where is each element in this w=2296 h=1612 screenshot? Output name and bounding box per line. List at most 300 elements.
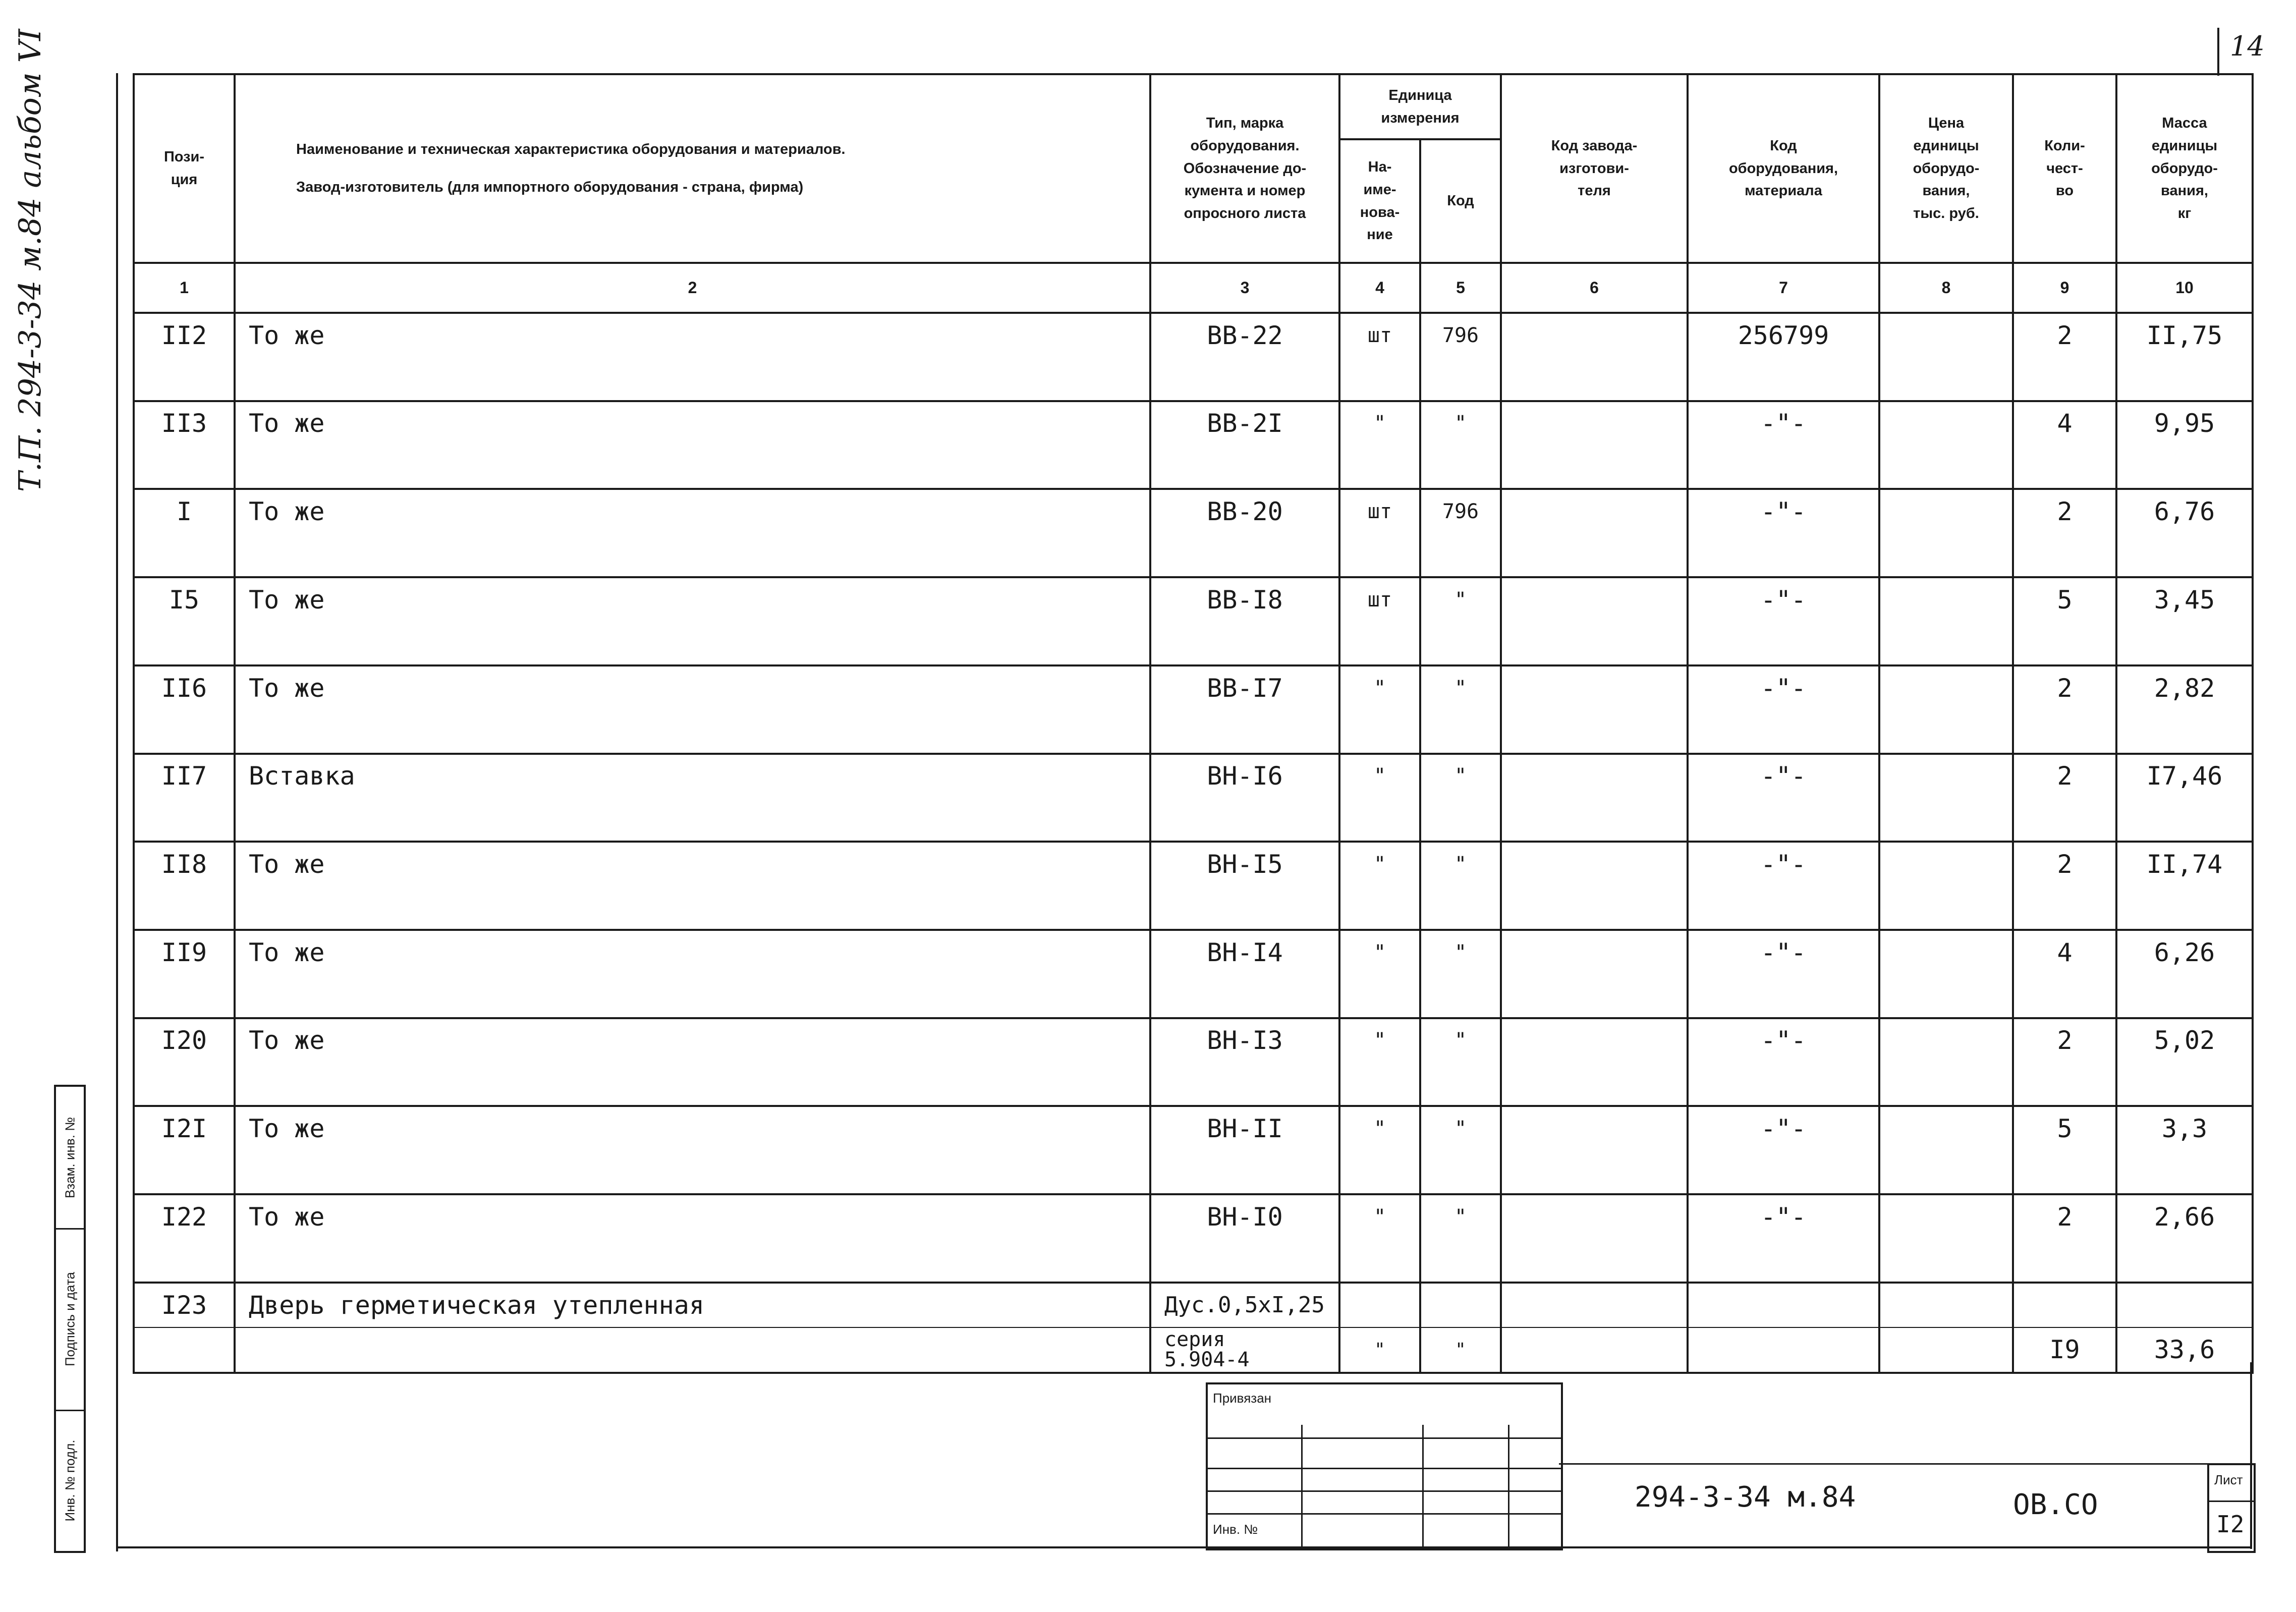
cell-empty	[2116, 1283, 2253, 1327]
table-body	[134, 313, 2253, 1283]
cell-quantity: 4	[2013, 401, 2116, 445]
cell-quantity: 2	[2013, 754, 2116, 798]
cell-unit: "	[1339, 1327, 1420, 1373]
cell-empty	[1688, 622, 1879, 665]
cell-empty	[134, 1327, 235, 1373]
cell-unit: "	[1339, 665, 1420, 709]
cell-mass: 2,82	[2116, 665, 2253, 709]
cell-empty	[235, 886, 1150, 930]
cell-empty	[1339, 445, 1420, 489]
cell-mass: 3,45	[2116, 577, 2253, 621]
cell-mass: I7,46	[2116, 754, 2253, 798]
col-number: 7	[1688, 263, 1879, 313]
cell-name: То же	[235, 665, 1150, 709]
cell-unit-code: "	[1420, 1018, 1501, 1062]
cell-unit: "	[1339, 1106, 1420, 1150]
cell-mass: 9,95	[2116, 401, 2253, 445]
cell-empty	[1420, 1150, 1501, 1194]
cell-empty	[1150, 357, 1339, 401]
cell-unit-code: "	[1420, 401, 1501, 445]
sheet-label: Лист	[2214, 1472, 2243, 1487]
cell-empty	[1339, 533, 1420, 577]
cell-name: Вставка	[235, 754, 1150, 798]
cell-name: То же	[235, 313, 1150, 357]
cell-type: ВВ-22	[1150, 313, 1339, 357]
cell-empty	[1879, 357, 2013, 401]
cell-price	[1879, 489, 2013, 533]
side-label-inv-orig: Инв. № подл.	[62, 1439, 78, 1522]
cell-quantity: 4	[2013, 930, 2116, 974]
bottom-rule	[1559, 1463, 2252, 1465]
cell-empty	[1339, 709, 1420, 753]
table-row	[134, 401, 2253, 445]
cell-empty	[1339, 974, 1420, 1018]
table-row	[134, 313, 2253, 357]
cell-equipment-code: -"-	[1688, 665, 1879, 709]
cell-empty	[1879, 445, 2013, 489]
cell-empty	[1688, 1283, 1879, 1327]
col-number: 10	[2116, 263, 2253, 313]
cell-empty	[1879, 622, 2013, 665]
cell-empty	[1501, 357, 1688, 401]
cell-unit: шт	[1339, 313, 1420, 357]
cell-empty	[1339, 886, 1420, 930]
cell-unit: "	[1339, 1018, 1420, 1062]
cell-empty	[134, 974, 235, 1018]
cell-position: I23	[134, 1283, 235, 1327]
cell-unit: "	[1339, 1194, 1420, 1238]
cell-empty	[2013, 886, 2116, 930]
cell-empty	[1150, 1150, 1339, 1194]
cell-empty	[235, 357, 1150, 401]
cell-empty	[235, 622, 1150, 665]
stamp-col	[1301, 1425, 1303, 1548]
cell-type: ВН-I3	[1150, 1018, 1339, 1062]
cell-empty	[1688, 886, 1879, 930]
cell-empty	[134, 622, 235, 665]
cell-quantity: 5	[2013, 577, 2116, 621]
sheet-number: I2	[2216, 1511, 2245, 1538]
stamp-col	[1508, 1425, 1509, 1548]
col-number: 6	[1501, 263, 1688, 313]
cell-mass: 3,3	[2116, 1106, 2253, 1150]
cell-unit-code: "	[1420, 842, 1501, 885]
cell-position: II2	[134, 313, 235, 357]
cell-type: ВН-I6	[1150, 754, 1339, 798]
cell-empty	[1150, 886, 1339, 930]
table-row	[134, 665, 2253, 709]
page-number: 14	[2230, 30, 2265, 62]
cell-position: I	[134, 489, 235, 533]
cell-empty	[2116, 1062, 2253, 1106]
side-label-sign-date: Подпись и дата	[62, 1272, 78, 1367]
header-row	[134, 74, 2253, 139]
col-header-position: Пози- ция	[134, 74, 235, 263]
cell-price	[1879, 313, 2013, 357]
cell-position: I22	[134, 1194, 235, 1238]
cell-empty	[1150, 1062, 1339, 1106]
cell-type: ВВ-2I	[1150, 401, 1339, 445]
cell-mass: 33,6	[2116, 1327, 2253, 1373]
cell-empty	[1420, 974, 1501, 1018]
document-code: 294-3-34 м.84	[1635, 1481, 1856, 1514]
cell-name: То же	[235, 1106, 1150, 1150]
cell-equipment-code: 256799	[1688, 313, 1879, 357]
cell-unit-code: "	[1420, 1194, 1501, 1238]
cell-price	[1879, 930, 2013, 974]
cell-empty	[1150, 533, 1339, 577]
cell-empty	[1688, 445, 1879, 489]
cell-position: I5	[134, 577, 235, 621]
cell-empty	[235, 1239, 1150, 1283]
table-row	[134, 1018, 2253, 1062]
cell-type: Дус.0,5хI,25	[1150, 1283, 1339, 1327]
cell-equipment-code: -"-	[1688, 842, 1879, 885]
cell-empty	[1688, 974, 1879, 1018]
cell-name: То же	[235, 842, 1150, 885]
col-number: 4	[1339, 263, 1420, 313]
col-header-equipment-code: Код оборудования, материала	[1688, 74, 1879, 263]
cell-price	[1879, 577, 2013, 621]
cell-empty	[2013, 445, 2116, 489]
cell-empty	[1879, 533, 2013, 577]
cell-name: То же	[235, 577, 1150, 621]
cell-empty	[2013, 357, 2116, 401]
cell-equipment-code: -"-	[1688, 930, 1879, 974]
cell-empty	[1879, 1327, 2013, 1373]
stamp-inv-label: Инв. №	[1213, 1522, 1258, 1537]
cell-empty	[2013, 1239, 2116, 1283]
cell-position: II8	[134, 842, 235, 885]
cell-empty	[1501, 709, 1688, 753]
cell-mass: 5,02	[2116, 1018, 2253, 1062]
cell-empty	[1420, 1062, 1501, 1106]
cell-mass: 2,66	[2116, 1194, 2253, 1238]
cell-unit: "	[1339, 930, 1420, 974]
specification-table	[133, 73, 2254, 1374]
cell-empty	[1879, 1239, 2013, 1283]
cell-quantity: 2	[2013, 313, 2116, 357]
cell-empty	[1420, 357, 1501, 401]
cell-price	[1879, 1194, 2013, 1238]
cell-empty	[235, 974, 1150, 1018]
col-header-unit-group: Единица измерения	[1339, 74, 1501, 139]
cell-empty	[134, 357, 235, 401]
sheet-divider	[2209, 1500, 2254, 1502]
cell-empty	[1150, 445, 1339, 489]
cell-equipment-code: -"-	[1688, 401, 1879, 445]
cell-empty	[1879, 1283, 2013, 1327]
cell-unit: шт	[1339, 489, 1420, 533]
cell-unit: "	[1339, 401, 1420, 445]
cell-mass: 6,76	[2116, 489, 2253, 533]
cell-empty	[2116, 533, 2253, 577]
cell-empty	[235, 1150, 1150, 1194]
cell-unit-code: "	[1420, 577, 1501, 621]
cell-unit: "	[1339, 754, 1420, 798]
cell-empty	[1420, 1283, 1501, 1327]
cell-factory-code	[1501, 665, 1688, 709]
cell-name: То же	[235, 930, 1150, 974]
cell-empty	[134, 1150, 235, 1194]
cell-empty	[2013, 709, 2116, 753]
cell-factory-code	[1501, 489, 1688, 533]
spacer-row	[134, 886, 2253, 930]
cell-unit: "	[1339, 842, 1420, 885]
cell-empty	[1501, 886, 1688, 930]
col-header-unit-code: Код	[1420, 139, 1501, 263]
cell-name: То же	[235, 489, 1150, 533]
cell-equipment-code: -"-	[1688, 577, 1879, 621]
cell-empty	[134, 533, 235, 577]
cell-empty	[1339, 1062, 1420, 1106]
table-row	[134, 930, 2253, 974]
table-row	[134, 1283, 2253, 1327]
col-number: 1	[134, 263, 235, 313]
cell-factory-code	[1501, 401, 1688, 445]
col-header-type: Тип, марка оборудования. Обозначение до- кумента и номер опросного листа	[1150, 74, 1339, 263]
cell-factory-code	[1501, 842, 1688, 885]
cell-empty	[2013, 1283, 2116, 1327]
cell-empty	[1420, 1239, 1501, 1283]
cell-empty	[2013, 533, 2116, 577]
cell-mass: 6,26	[2116, 930, 2253, 974]
table-row	[134, 489, 2253, 533]
left-border	[116, 73, 118, 1551]
cell-position: II7	[134, 754, 235, 798]
cell-quantity: 2	[2013, 489, 2116, 533]
cell-quantity: 2	[2013, 665, 2116, 709]
cell-empty	[1339, 1283, 1420, 1327]
cell-empty	[1501, 622, 1688, 665]
cell-empty	[1879, 1150, 2013, 1194]
page-number-rule	[2217, 28, 2219, 76]
cell-position: II9	[134, 930, 235, 974]
bottom-border	[116, 1546, 2252, 1548]
cell-empty	[1150, 622, 1339, 665]
sheet-box	[2207, 1463, 2256, 1553]
cell-empty	[1150, 1239, 1339, 1283]
cell-position: I20	[134, 1018, 235, 1062]
col-number: 5	[1420, 263, 1501, 313]
cell-empty	[235, 1062, 1150, 1106]
document-suffix: ОВ.СО	[2013, 1488, 2098, 1521]
stamp-bound-label: Привязан	[1213, 1391, 1272, 1406]
col-number: 3	[1150, 263, 1339, 313]
cell-empty	[2013, 622, 2116, 665]
cell-factory-code	[1501, 754, 1688, 798]
cell-price	[1879, 1018, 2013, 1062]
cell-empty	[1688, 533, 1879, 577]
cell-position: II6	[134, 665, 235, 709]
spacer-row	[134, 798, 2253, 842]
col-header-factory-code: Код завода- изготови- теля	[1501, 74, 1688, 263]
cell-price	[1879, 401, 2013, 445]
spacer-row	[134, 709, 2253, 753]
cell-empty	[134, 1062, 235, 1106]
cell-empty	[1501, 1239, 1688, 1283]
cell-equipment-code: -"-	[1688, 754, 1879, 798]
table-row	[134, 1106, 2253, 1150]
cell-empty	[1879, 1062, 2013, 1106]
cell-factory-code	[1501, 1106, 1688, 1150]
col-number: 8	[1879, 263, 2013, 313]
cell-unit-code: 796	[1420, 313, 1501, 357]
table-row	[134, 842, 2253, 885]
cell-empty	[134, 886, 235, 930]
cell-empty	[235, 798, 1150, 842]
cell-empty	[2116, 622, 2253, 665]
cell-position: I2I	[134, 1106, 235, 1150]
cell-empty	[1688, 798, 1879, 842]
cell-quantity: 5	[2013, 1106, 2116, 1150]
col-header-price: Цена единицы оборудо- вания, тыс. руб.	[1879, 74, 2013, 263]
cell-name: То же	[235, 1018, 1150, 1062]
cell-price	[1879, 1106, 2013, 1150]
col-header-mass: Масса единицы оборудо- вания, кг	[2116, 74, 2253, 263]
cell-price	[1879, 665, 2013, 709]
cell-price	[1879, 842, 2013, 885]
side-label-inv: Взам. инв. №	[62, 1117, 78, 1199]
cell-empty	[2013, 798, 2116, 842]
table-row	[134, 1327, 2253, 1373]
cell-type: ВВ-I8	[1150, 577, 1339, 621]
spacer-row	[134, 533, 2253, 577]
cell-empty	[235, 1327, 1150, 1373]
cell-unit-code: "	[1420, 1106, 1501, 1150]
column-number-row	[134, 263, 2253, 313]
cell-empty	[1420, 622, 1501, 665]
spacer-row	[134, 1239, 2253, 1283]
cell-empty	[1420, 445, 1501, 489]
cell-empty	[235, 445, 1150, 489]
col-number: 9	[2013, 263, 2116, 313]
spacer-row	[134, 1150, 2253, 1194]
cell-empty	[134, 709, 235, 753]
spacer-row	[134, 1062, 2253, 1106]
cell-type: ВН-I0	[1150, 1194, 1339, 1238]
spacer-row	[134, 974, 2253, 1018]
cell-series: серия 5.904-4	[1150, 1327, 1339, 1373]
cell-type: ВН-II	[1150, 1106, 1339, 1150]
table-row	[134, 754, 2253, 798]
cell-empty	[1339, 1150, 1420, 1194]
cell-type: ВВ-I7	[1150, 665, 1339, 709]
cell-empty	[1339, 798, 1420, 842]
cell-empty	[2116, 709, 2253, 753]
cell-empty	[2116, 1239, 2253, 1283]
cell-empty	[1339, 1239, 1420, 1283]
cell-factory-code	[1501, 577, 1688, 621]
cell-equipment-code: -"-	[1688, 1106, 1879, 1150]
cell-empty	[1688, 357, 1879, 401]
cell-empty	[1879, 798, 2013, 842]
cell-name: То же	[235, 1194, 1150, 1238]
side-title: Т.П. 294-3-34 м.84 альбом VI	[13, 29, 48, 492]
cell-empty	[1688, 1062, 1879, 1106]
cell-unit-code: 796	[1420, 489, 1501, 533]
cell-empty	[2013, 974, 2116, 1018]
col-number: 2	[235, 263, 1150, 313]
cell-empty	[1420, 798, 1501, 842]
cell-equipment-code: -"-	[1688, 489, 1879, 533]
col-header-quantity: Коли- чест- во	[2013, 74, 2116, 263]
cell-equipment-code: -"-	[1688, 1018, 1879, 1062]
cell-name: То же	[235, 401, 1150, 445]
cell-empty	[1501, 1150, 1688, 1194]
cell-empty	[1501, 1283, 1688, 1327]
spacer-row	[134, 622, 2253, 665]
side-stamp	[54, 1085, 86, 1553]
cell-factory-code	[1501, 930, 1688, 974]
cell-empty	[2116, 798, 2253, 842]
cell-empty	[1879, 709, 2013, 753]
cell-empty	[1501, 445, 1688, 489]
cell-mass: II,74	[2116, 842, 2253, 885]
cell-mass: II,75	[2116, 313, 2253, 357]
cell-factory-code	[1501, 1018, 1688, 1062]
cell-equipment-code: -"-	[1688, 1194, 1879, 1238]
cell-empty	[1879, 886, 2013, 930]
cell-empty	[235, 533, 1150, 577]
cell-quantity: 2	[2013, 1018, 2116, 1062]
cell-empty	[2116, 445, 2253, 489]
cell-empty	[2116, 1150, 2253, 1194]
cell-empty	[1688, 1239, 1879, 1283]
cell-quantity: 2	[2013, 842, 2116, 885]
spacer-row	[134, 357, 2253, 401]
cell-quantity: 2	[2013, 1194, 2116, 1238]
cell-empty	[1150, 709, 1339, 753]
cell-empty	[134, 798, 235, 842]
cell-empty	[1150, 798, 1339, 842]
cell-unit-code: "	[1420, 754, 1501, 798]
cell-empty	[235, 709, 1150, 753]
table-row	[134, 1194, 2253, 1238]
cell-empty	[2116, 357, 2253, 401]
cell-empty	[1420, 709, 1501, 753]
cell-type: ВН-I4	[1150, 930, 1339, 974]
cell-empty	[1501, 1327, 1688, 1373]
cell-empty	[1688, 1327, 1879, 1373]
cell-type: ВН-I5	[1150, 842, 1339, 885]
cell-empty	[1501, 1062, 1688, 1106]
cell-empty	[134, 1239, 235, 1283]
cell-empty	[1501, 798, 1688, 842]
cell-empty	[1688, 1150, 1879, 1194]
cell-factory-code	[1501, 1194, 1688, 1238]
cell-empty	[2013, 1150, 2116, 1194]
cell-unit-code: "	[1420, 665, 1501, 709]
cell-empty	[1339, 622, 1420, 665]
cell-price	[1879, 754, 2013, 798]
cell-empty	[2116, 886, 2253, 930]
cell-quantity: I9	[2013, 1327, 2116, 1373]
cell-empty	[2116, 974, 2253, 1018]
cell-empty	[1501, 533, 1688, 577]
cell-empty	[1339, 357, 1420, 401]
title-block	[1206, 1382, 1563, 1550]
cell-empty	[1879, 974, 2013, 1018]
cell-unit-code: "	[1420, 1327, 1501, 1373]
cell-type: ВВ-20	[1150, 489, 1339, 533]
table-row	[134, 577, 2253, 621]
col-header-name: Наименование и техническая характеристика оборудования и материалов. Завод-изготовитель (для импортного оборудования - страна, фирма)	[235, 74, 1150, 263]
cell-position: II3	[134, 401, 235, 445]
stamp-col	[1422, 1425, 1424, 1548]
cell-factory-code	[1501, 313, 1688, 357]
cell-empty	[2013, 1062, 2116, 1106]
